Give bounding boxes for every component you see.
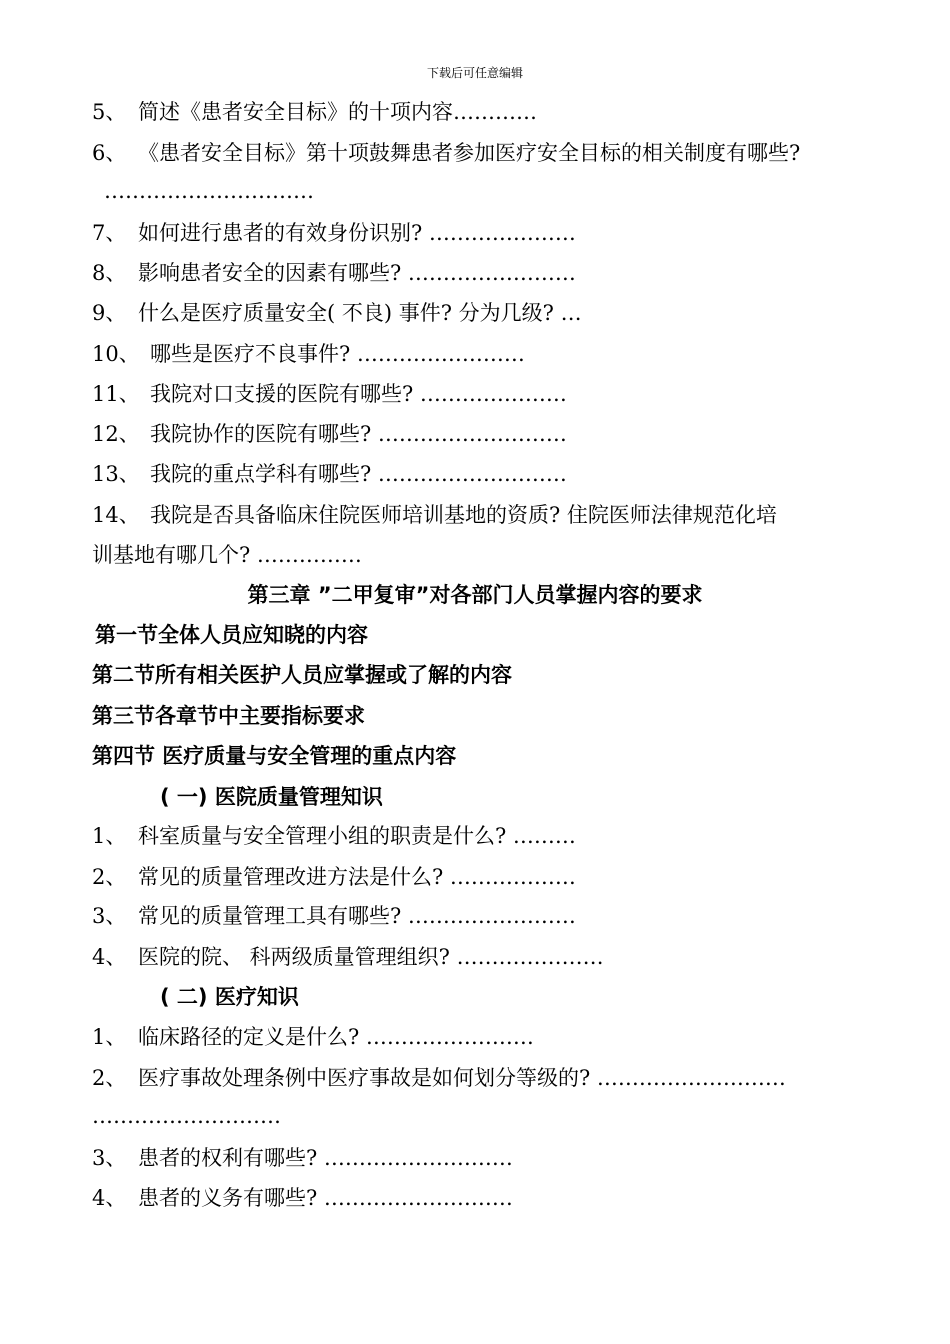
item-text: 如何进行患者的有效身份识别? ………………… [138, 221, 576, 245]
item-number: 2、 [92, 1066, 127, 1090]
section-heading: 第二节所有相关医护人员应掌握或了解的内容 [92, 663, 512, 687]
item-number: 6、 [92, 141, 127, 165]
chapter-title: 第三章 ”二甲复审”对各部门人员掌握内容的要求 [247, 583, 703, 607]
item-number: 7、 [92, 221, 127, 245]
item-continuation: 训基地有哪几个? …………… [92, 543, 362, 567]
item-text: 我院对口支援的医院有哪些? ………………… [150, 382, 567, 406]
section-heading: 第一节全体人员应知晓的内容 [95, 623, 368, 647]
list-item [92, 502, 777, 528]
list-item [92, 864, 576, 890]
item-text: 患者的义务有哪些? ……………………… [138, 1186, 513, 1210]
item-number: 14、 [92, 503, 140, 527]
section-heading: 第四节 医疗质量与安全管理的重点内容 [92, 744, 457, 768]
item-text: 哪些是医疗不良事件? …………………… [150, 342, 525, 366]
list-item [92, 903, 576, 929]
item-text: 临床路径的定义是什么? …………………… [138, 1025, 534, 1049]
subsection-heading: ( 一) 医院质量管理知识 [160, 785, 383, 809]
section-heading: 第三节各章节中主要指标要求 [92, 704, 365, 728]
list-item [92, 381, 567, 407]
item-text: 常见的质量管理工具有哪些? …………………… [138, 904, 576, 928]
list-item [92, 1065, 786, 1091]
list-item [92, 140, 800, 166]
item-text: 患者的权利有哪些? ……………………… [138, 1146, 513, 1170]
list-item [92, 1185, 513, 1211]
item-number: 4、 [92, 945, 127, 969]
item-text: 我院是否具备临床住院医师培训基地的资质? 住院医师法律规范化培 [150, 503, 777, 527]
item-number: 4、 [92, 1186, 127, 1210]
item-number: 10、 [92, 342, 140, 366]
item-number: 13、 [92, 462, 140, 486]
list-item [92, 1145, 513, 1171]
list-item [92, 944, 604, 970]
list-item [92, 461, 567, 487]
list-item [92, 1024, 534, 1050]
item-text: 什么是医疗质量安全( 不良) 事件? 分为几级? … [138, 301, 582, 325]
item-number: 1、 [92, 1025, 127, 1049]
item-number: 12、 [92, 422, 140, 446]
item-text: 我院的重点学科有哪些? ……………………… [150, 462, 567, 486]
page-header: 下载后可任意编辑 [426, 66, 523, 80]
list-item [92, 421, 567, 447]
item-text: 影响患者安全的因素有哪些? …………………… [138, 261, 576, 285]
item-number: 1、 [92, 824, 127, 848]
subsection-heading: ( 二) 医疗知识 [160, 985, 299, 1009]
item-text: 医院的院、 科两级质量管理组织? ………………… [138, 945, 604, 969]
item-continuation: ………………………… [104, 179, 314, 203]
list-item [92, 260, 576, 286]
item-number: 3、 [92, 904, 127, 928]
item-continuation: ……………………… [92, 1104, 281, 1128]
item-number: 9、 [92, 301, 127, 325]
item-text: 医疗事故处理条例中医疗事故是如何划分等级的? ……………………… [138, 1066, 786, 1090]
list-item [92, 99, 537, 125]
list-item [92, 220, 576, 246]
item-text: 常见的质量管理改进方法是什么? ……………… [138, 865, 576, 889]
item-text: 简述《患者安全目标》的十项内容………… [138, 100, 537, 124]
item-text: 我院协作的医院有哪些? ……………………… [150, 422, 567, 446]
item-number: 11、 [92, 382, 140, 406]
item-number: 2、 [92, 865, 127, 889]
list-item [92, 823, 576, 849]
item-text: 《患者安全目标》第十项鼓舞患者参加医疗安全目标的相关制度有哪些? [138, 141, 801, 165]
list-item [92, 341, 525, 367]
item-number: 8、 [92, 261, 127, 285]
list-item [92, 300, 582, 326]
item-number: 3、 [92, 1146, 127, 1170]
item-text: 科室质量与安全管理小组的职责是什么? ……… [138, 824, 576, 848]
item-number: 5、 [92, 100, 127, 124]
